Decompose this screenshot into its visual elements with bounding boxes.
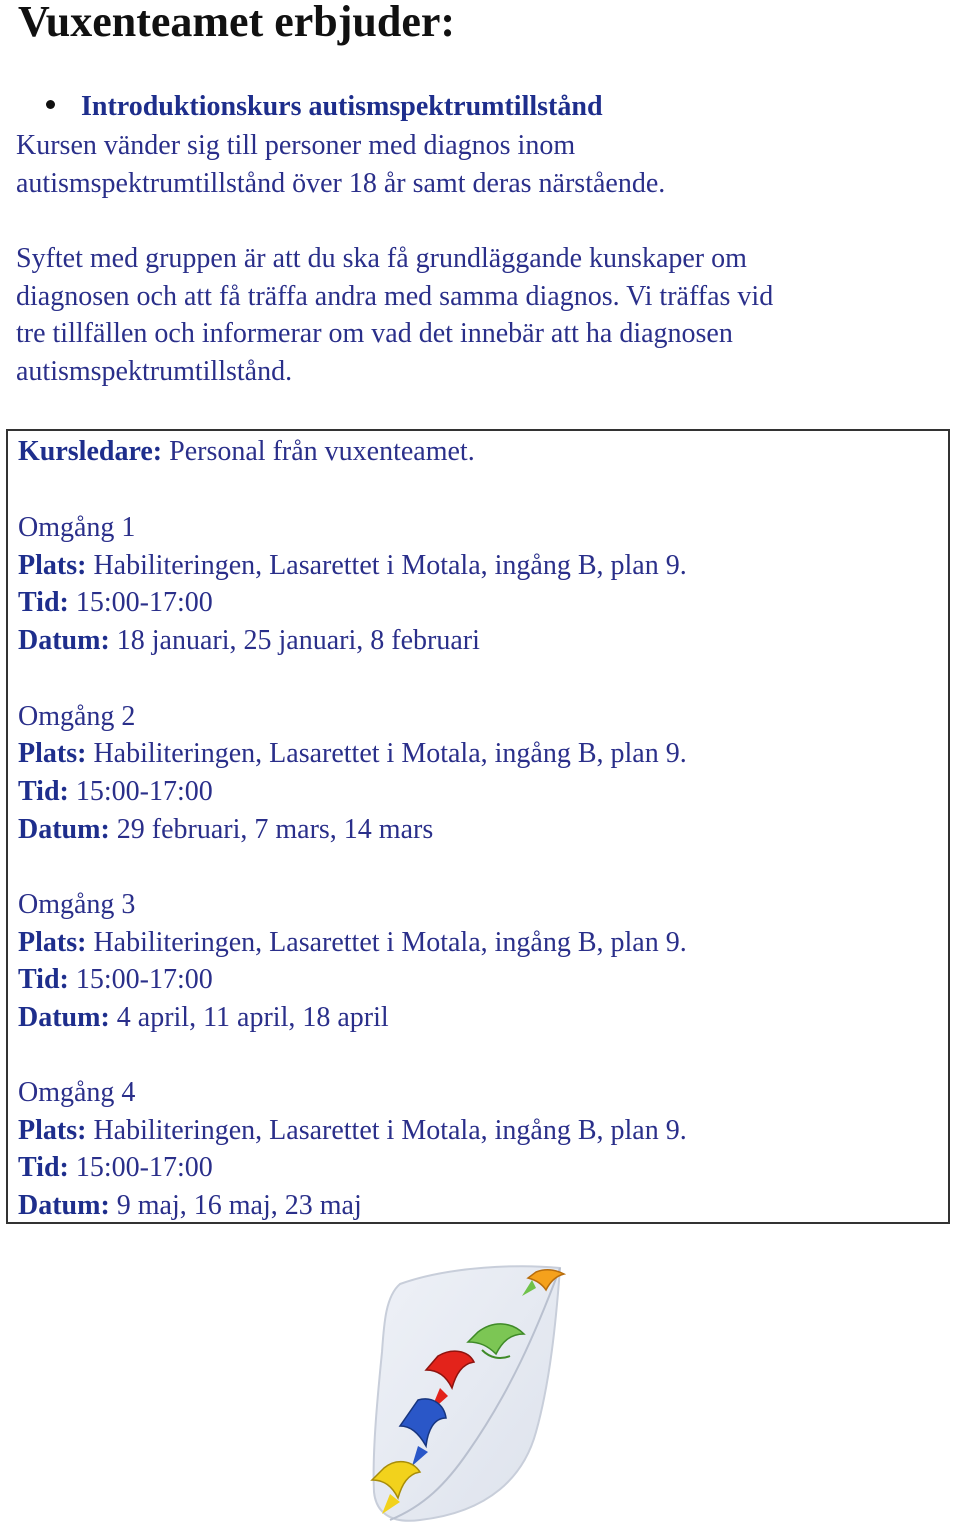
course-description-line: Kursen vänder sig till personer med diagnos inom <box>16 130 576 161</box>
time-label: Tid: <box>18 587 69 618</box>
round-place <box>18 735 687 773</box>
flying-birds-logo-icon <box>360 1262 570 1524</box>
place-value: Habiliteringen, Lasarettet i Motala, ingång B, plan 9. <box>86 738 687 769</box>
time-value: 15:00-17:00 <box>68 1152 213 1183</box>
course-purpose-line: diagnosen och att få träffa andra med samma diagnos. Vi träffas vid <box>16 281 774 312</box>
place-label: Plats: <box>18 927 87 958</box>
round-title: Omgång 2 <box>18 701 136 732</box>
time-value: 15:00-17:00 <box>68 776 213 807</box>
date-label: Datum: <box>18 1190 110 1221</box>
place-value: Habiliteringen, Lasarettet i Motala, ingång B, plan 9. <box>86 1115 687 1146</box>
round-title: Omgång 3 <box>18 889 136 920</box>
place-value: Habiliteringen, Lasarettet i Motala, ingång B, plan 9. <box>86 550 687 581</box>
round-place <box>18 1112 687 1150</box>
round-time <box>18 773 213 811</box>
course-title: Introduktionskurs autismspektrumtillstånd <box>81 91 603 122</box>
round-place <box>18 547 687 585</box>
round-time <box>18 1149 213 1187</box>
course-purpose-line: autismspektrumtillstånd. <box>16 356 293 387</box>
course-leader <box>18 433 475 471</box>
round-dates <box>18 999 389 1037</box>
schedule-box <box>6 429 950 1224</box>
bullet-icon <box>46 100 55 109</box>
place-label: Plats: <box>18 1115 87 1146</box>
place-label: Plats: <box>18 738 87 769</box>
date-value: 9 maj, 16 maj, 23 maj <box>109 1190 362 1221</box>
date-label: Datum: <box>18 1002 110 1033</box>
course-description-line: autismspektrumtillstånd över 18 år samt deras närstående. <box>16 168 666 199</box>
date-label: Datum: <box>18 814 110 845</box>
round-title: Omgång 4 <box>18 1077 136 1108</box>
round-dates <box>18 811 433 849</box>
place-value: Habiliteringen, Lasarettet i Motala, ingång B, plan 9. <box>86 927 687 958</box>
date-value: 29 februari, 7 mars, 14 mars <box>109 814 434 845</box>
time-label: Tid: <box>18 776 69 807</box>
round-place <box>18 924 687 962</box>
round-time <box>18 584 213 622</box>
time-value: 15:00-17:00 <box>68 587 213 618</box>
page-title: Vuxenteamet erbjuder: <box>18 0 456 46</box>
course-leader-value: Personal från vuxenteamet. <box>162 436 475 467</box>
time-label: Tid: <box>18 964 69 995</box>
date-value: 4 april, 11 april, 18 april <box>109 1002 389 1033</box>
course-leader-label: Kursledare: <box>18 436 163 467</box>
round-dates <box>18 622 480 660</box>
round-dates <box>18 1187 362 1225</box>
round-time <box>18 961 213 999</box>
time-label: Tid: <box>18 1152 69 1183</box>
time-value: 15:00-17:00 <box>68 964 213 995</box>
course-purpose-line: tre tillfällen och informerar om vad det innebär att ha diagnosen <box>16 318 733 349</box>
place-label: Plats: <box>18 550 87 581</box>
date-label: Datum: <box>18 625 110 656</box>
date-value: 18 januari, 25 januari, 8 februari <box>109 625 480 656</box>
course-purpose-line: Syftet med gruppen är att du ska få grundläggande kunskaper om <box>16 243 747 274</box>
round-title: Omgång 1 <box>18 512 136 543</box>
